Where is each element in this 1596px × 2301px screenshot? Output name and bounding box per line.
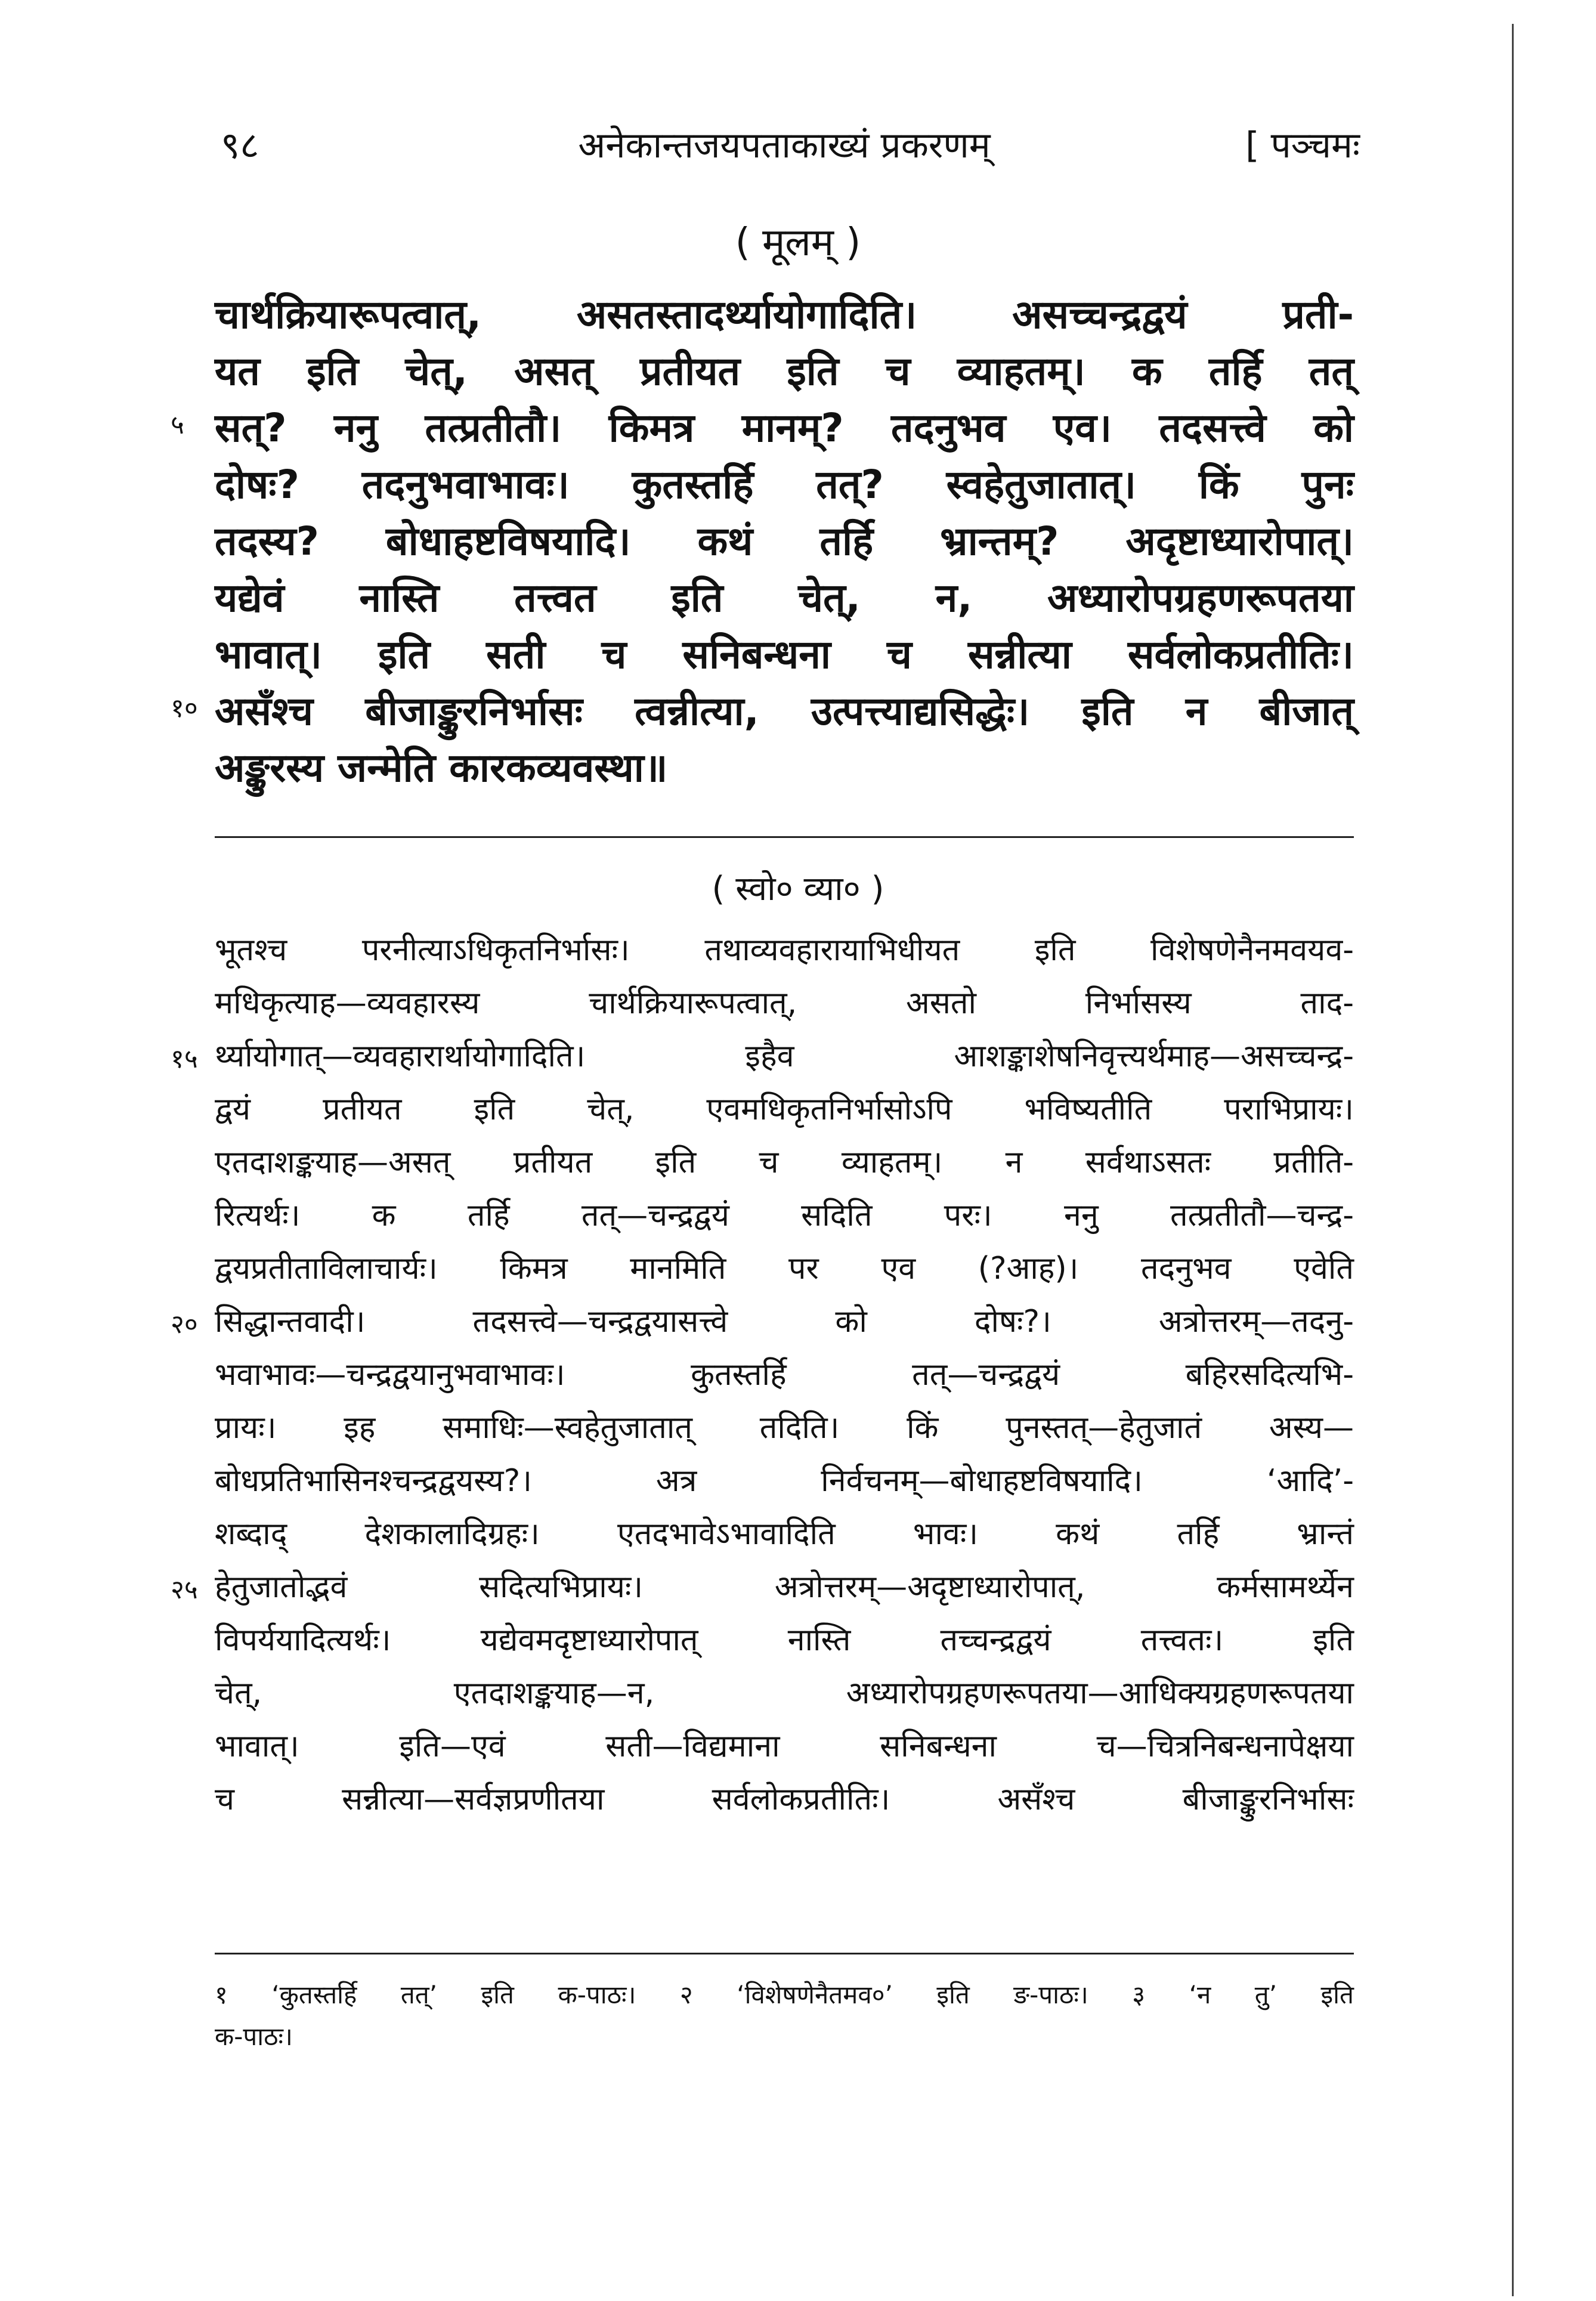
mula-line (171, 400, 1354, 456)
mula-heading: ( मूलम् ) (735, 221, 861, 265)
vyakhya-line: भावात्। इति—एवं सती—विद्यमाना सनिबन्धना च—चित्रनिबन्धनापेक्षया (215, 1728, 1354, 1764)
page-header (209, 119, 1360, 173)
vyakhya-line: शब्दाद् देशकालादिग्रहः। एतदभावेऽभावादिति भावः। कथं तर्हि भ्रान्तं (215, 1516, 1354, 1552)
vyakhya-line-text: र्थ्यायोगात्—व्यवहारार्थायोगादिति। इहैव आशङ्काशेषनिवृत्त्यर्थमाह—असच्चन्द्र- (215, 1038, 1354, 1074)
vyakhya-line: भूतश्च परनीत्याऽधिकृतनिर्भासः। तथाव्यवहारायाभिधीयत इति विशेषणेनैनमवयव- (215, 932, 1354, 968)
vyakhya-line: बोधप्रतिभासिनश्चन्द्रद्वयस्य?। अत्र निर्वचनम्—बोधाहष्टविषयादि। ‘आदि’- (215, 1463, 1354, 1499)
page-number: ९८ (221, 123, 259, 167)
mula-text (171, 286, 1354, 796)
mula-line-text: असँश्च बीजाङ्कुरनिर्भासः त्वन्नीत्या, उत्पत्त्याद्यसिद्धेः। इति न बीजात् (215, 688, 1354, 734)
vyakhya-line: विपर्ययादित्यर्थः। यद्येवमदृष्टाध्यारोपात् नास्ति तच्चन्द्रद्वयं तत्त्वतः। इति (215, 1622, 1354, 1658)
mula-line (171, 683, 1354, 740)
line-number: २५ (171, 1575, 198, 1605)
mula-line: तदस्य? बोधाहष्टविषयादि। कथं तर्हि भ्रान्तम्? अदृष्टाध्यारोपात्। (215, 518, 1354, 564)
vyakhya-line: द्वयप्रतीताविलाचार्यः। किमत्र मानमिति पर एव (?आह)। तदनुभव एवेति (215, 1251, 1354, 1286)
footnotes (215, 1974, 1354, 2058)
vyakhya-line (171, 1034, 1354, 1087)
vyakhya-line-text: सिद्धान्तवादी। तदसत्त्वे—चन्द्रद्वयासत्त्वे को दोषः?। अत्रोत्तरम्—तदनु- (215, 1304, 1354, 1340)
vyakhya-line: चेत्, एतदाशङ्कयाह—न, अध्यारोपग्रहणरूपतया—आधिक्यग्रहणरूपतया (215, 1675, 1354, 1711)
vyakhya-line: द्वयं प्रतीयत इति चेत्, एवमधिकृतनिर्भासोऽपि भविष्यतीति पराभिप्रायः। (215, 1091, 1354, 1127)
vyakhya-line: च सन्नीत्या—सर्वज्ञप्रणीतया सर्वलोकप्रतीतिः। असँश्च बीजाङ्कुरनिर्भासः (215, 1782, 1354, 1817)
mula-line: यत इति चेत्, असत् प्रतीयत इति च व्याहतम्। क तर्हि तत् (215, 348, 1354, 394)
vyakhya-line (171, 1299, 1354, 1352)
vyakhya-line: एतदाशङ्कयाह—असत् प्रतीयत इति च व्याहतम्। न सर्वथाऽसतः प्रतीति- (215, 1145, 1354, 1180)
divider (215, 836, 1354, 838)
vyakhya-line: भवाभावः—चन्द्रद्वयानुभवाभावः। कुतस्तर्हि तत्—चन्द्रद्वयं बहिरसदित्यभि- (215, 1357, 1354, 1393)
line-number: २० (171, 1309, 198, 1340)
footnote-divider (215, 1953, 1354, 1954)
vyakhya-line: प्रायः। इह समाधिः—स्वहेतुजातात् तदिति। किं पुनस्तत्—हेतुजातं अस्य— (215, 1410, 1354, 1446)
mula-line: दोषः? तदनुभवाभावः। कुतस्तर्हि तत्? स्वहेतुजातात्। किं पुनः (215, 462, 1354, 508)
chapter-label: [ पञ्चमः (1245, 125, 1360, 166)
line-number: १५ (171, 1044, 198, 1074)
vyakhya-heading: ( स्वो० व्या० ) (712, 870, 884, 908)
vyakhya-line: रित्यर्थः। क तर्हि तत्—चन्द्रद्वयं सदिति परः। ननु तत्प्रतीतौ—चन्द्र- (215, 1198, 1354, 1233)
mula-line: भावात्। इति सती च सनिबन्धना च सन्नीत्या सर्वलोकप्रतीतिः। (215, 632, 1354, 678)
running-title: अनेकान्तजयपताकाख्यं प्रकरणम् (578, 125, 991, 166)
mula-line: यद्येवं नास्ति तत्त्वत इति चेत्, न, अध्यारोपग्रहणरूपतया (215, 575, 1354, 621)
mula-line: अङ्कुरस्य जन्मेति कारकव्यवस्था॥ (215, 745, 668, 791)
mula-line: चार्थक्रियारूपत्वात्, असतस्तादर्थ्यायोगादिति। असच्चन्द्रद्वयं प्रती- (215, 292, 1354, 338)
margin-line (1512, 24, 1514, 2296)
line-number: ५ (171, 410, 184, 440)
vyakhya-text (171, 927, 1354, 1830)
mula-line-text: सत्? ननु तत्प्रतीतौ। किमत्र मानम्? तदनुभव एव। तदसत्त्वे को (215, 405, 1354, 451)
vyakhya-line: मधिकृत्याह—व्यवहारस्य चार्थक्रियारूपत्वात्, असतो निर्भासस्य ताद- (215, 985, 1354, 1021)
vyakhya-line-text: हेतुजातोद्भवं सदित्यभिप्रायः। अत्रोत्तरम्—अदृष्टाध्यारोपात्, कर्मसामर्थ्येन (215, 1569, 1354, 1605)
vyakhya-line (171, 1564, 1354, 1617)
footnote-line: क-पाठः। (215, 2022, 293, 2051)
footnote-line: १ ‘कुतस्तर्हि तत्’ इति क-पाठः। २ ‘विशेषणेनैतमव०’ इति ङ-पाठः। ३ ‘न तु’ इति (215, 1980, 1354, 2009)
line-number: १० (171, 693, 198, 723)
